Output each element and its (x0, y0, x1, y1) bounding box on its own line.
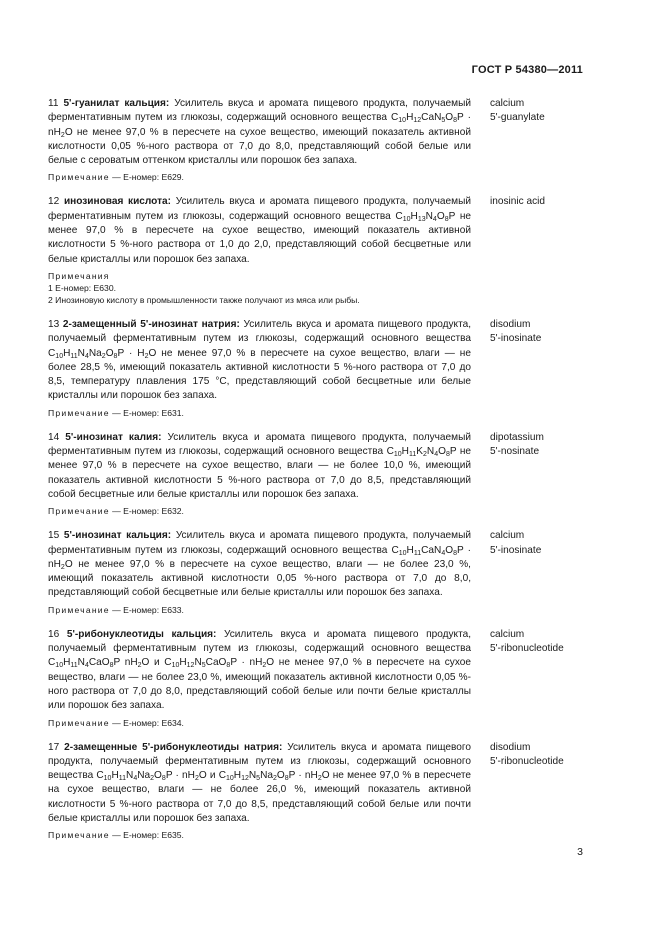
entry-note: Примечание — Е-номер: Е629. (48, 172, 184, 183)
entry-term-name: 2-замещенные 5'-рибонуклеотиды натрия: (64, 741, 283, 753)
entry-number: 16 (48, 628, 60, 640)
entry-definition: 15 5'-инозинат кальция: Усилитель вкуса и аромата пищевого продукта, получаемый ферментативным путем из глюкозы, содержащий основного вещества $C_{10}H_{11}CaN_4O_8P \cdot nH_2O$ не менее 97,0 % в пересчете на сухое вещество, влаги — не более 23,0 %, имеющий показатель активной кислотности 0,05 %-ного раствора от 7,0 до 8,0, представляющий собой бесцветные или белые кристаллы или порошок без запаха. Примечание — Е-номер: Е633. (48, 530, 471, 615)
entry-note: Примечание — Е-номер: Е632. (48, 506, 184, 517)
english-term: disodium 5'-ribonucleotide (490, 741, 564, 767)
entry-definition: 11 5'-гуанилат кальция: Усилитель вкуса и аромата пищевого продукта, получаемый ферментативным путем из глюкозы, содержащий основного вещества $C_{10}H_{12}CaN_5O_8P \cdot nH_2O$ не менее 97,0 % в пересчете на сухое вещество, имеющий показатель активной кислотности 0,05 %-ного раствора от 7,0 до 8,0, представляющий собой белые или белые с сероватым оттенком кристаллы или порошок без запаха. Примечание — Е-номер: Е629. (48, 98, 471, 183)
page-number: 3 (577, 846, 583, 858)
entry-number: 15 (48, 530, 60, 542)
entry-term-name: инозиновая кислота: (63, 196, 172, 208)
entry-note: Примечание — Е-номер: Е635. (48, 830, 184, 841)
english-term: calcium 5'-guanylate (490, 98, 545, 124)
entry-number: 14 (48, 431, 60, 443)
entry-number: 13 (48, 318, 60, 330)
standard-header: ГОСТ Р 54380—2011 (471, 64, 583, 76)
entry-notes: Примечания 1 Е-номер: Е630. 2 Инозиновую кислоту в промышленности также получают из мяса или рыбы. (48, 270, 360, 305)
entry-note: Примечание — Е-номер: Е633. (48, 604, 184, 615)
entry-number: 12 (48, 196, 60, 208)
entry-number: 11 (48, 98, 59, 109)
term-entry-15 (48, 529, 584, 615)
entry-term-name: 2-замещенный 5'-инозинат натрия: (62, 318, 240, 330)
english-term: calcium 5'-ribonucleotide (490, 628, 564, 655)
document-body (48, 97, 584, 853)
term-entry-17 (48, 741, 584, 842)
term-entry-16 (48, 628, 584, 729)
term-entry-12 (48, 195, 584, 305)
english-term: dipotassium 5'-nosinate (490, 431, 544, 458)
term-entry-11 (48, 97, 584, 183)
english-term: calcium 5'-inosinate (490, 530, 542, 556)
entry-note: Примечание — Е-номер: Е631. (48, 407, 184, 418)
entry-term-name: 5'-инозинат кальция: (63, 530, 172, 542)
english-term: inosinic acid (490, 196, 545, 208)
entry-definition: 17 2-замещенные 5'-рибонуклеотиды натрия: Усилитель вкуса и аромата пищевого продукта, получаемый ферментативным путем из глюкозы, содержащий основного вещества $C_{10}H_{11}N_4Na_2O_8P \cdot nH_2O$ и $C_{10}H_{12}N_5Na_2O_8P \cdot nH_2O$ не менее 97,0 % в пересчете на сухое вещество, влаги — не более 26,0 %, имеющий показатель активной кислотности 5 %-ного раствора от 7,0 до 8,5, представляющий собой белые или почти белые кристаллы или порошок без запаха. Примечание — Е-номер: Е635. (48, 741, 471, 841)
entry-definition: 12 инозиновая кислота: Усилитель вкуса и аромата пищевого продукта, получаемый ферментативным путем из глюкозы, содержащий основного вещества $C_{10}H_{13}N_4O_8P$ не менее 97,0 % в пересчете на сухое вещество, имеющий показатель активной кислотности 5 %-ного раствора от 1,0 до 2,0, представляющий собой бесцветные или белые кристаллы или порошок без запаха. Примечания 1 Е-номер: Е630. 2 Инозиновую кислоту в промышленности также получают из мяса или рыбы. (48, 196, 472, 305)
entry-definition: 14 5'-инозинат калия: Усилитель вкуса и аромата пищевого продукта, получаемый ферментативным путем из глюкозы, содержащий основного вещества $C_{10}H_{11}K_2N_4O_8P$ не менее 97,0 % в пересчете на сухое вещество, влаги — не более 10,0 %, имеющий показатель активной кислотности 5 %-ного раствора от 7,0 до 8,5, представляющий собой бесцветные или белые кристаллы или порошок без запаха. Примечание — Е-номер: Е632. (48, 431, 472, 517)
entry-definition: 16 5'-рибонуклеотиды кальция: Усилитель вкуса и аромата пищевого продукта, получаемый ферментативным путем из глюкозы, содержащий основного вещества $C_{10}H_{11}N_4CaO_8P$ $nH_2O$ и $C_{10}H_{12}N_5CaO_8P \cdot nH_2O$ не менее 97,0 % в пересчете на сухое вещество, влаги — не более 23,0 %, имеющий показатель активной кислотности 0,05 %-ного раствора от 7,0 до 8,0, представляющий собой белые или почти белые кристаллы или порошок без запаха. Примечание — Е-номер: Е634. (48, 628, 472, 728)
entry-term-name: 5'-рибонуклеотиды кальция: (66, 628, 217, 640)
term-entry-14 (48, 431, 584, 517)
entry-term-name: 5'-гуанилат кальция: (63, 98, 170, 109)
term-entry-13 (48, 318, 584, 419)
entry-term-name: 5'-инозинат калия: (65, 431, 162, 443)
entry-note: Примечание — Е-номер: Е634. (48, 717, 184, 728)
english-term: disodium 5'-inosinate (490, 318, 542, 345)
entry-number: 17 (48, 741, 60, 753)
entry-definition: 13 2-замещенный 5'-инозинат натрия: Усилитель вкуса и аромата пищевого продукта, получаемый ферментативным путем из глюкозы, содержащий основного вещества $C_{10}H_{11}N_4Na_2O_8P \cdot H_2O$ не менее 97,0 % в пересчете на сухое вещество, влаги — не более 28,5 %, имеющий показатель активной кислотности 5 %-ного раствора от 7,0 до 8,5, температуру плавления 175 °C, представляющий собой бесцветные или белые кристаллы или порошок без запаха. Примечание — Е-номер: Е631. (48, 318, 471, 418)
